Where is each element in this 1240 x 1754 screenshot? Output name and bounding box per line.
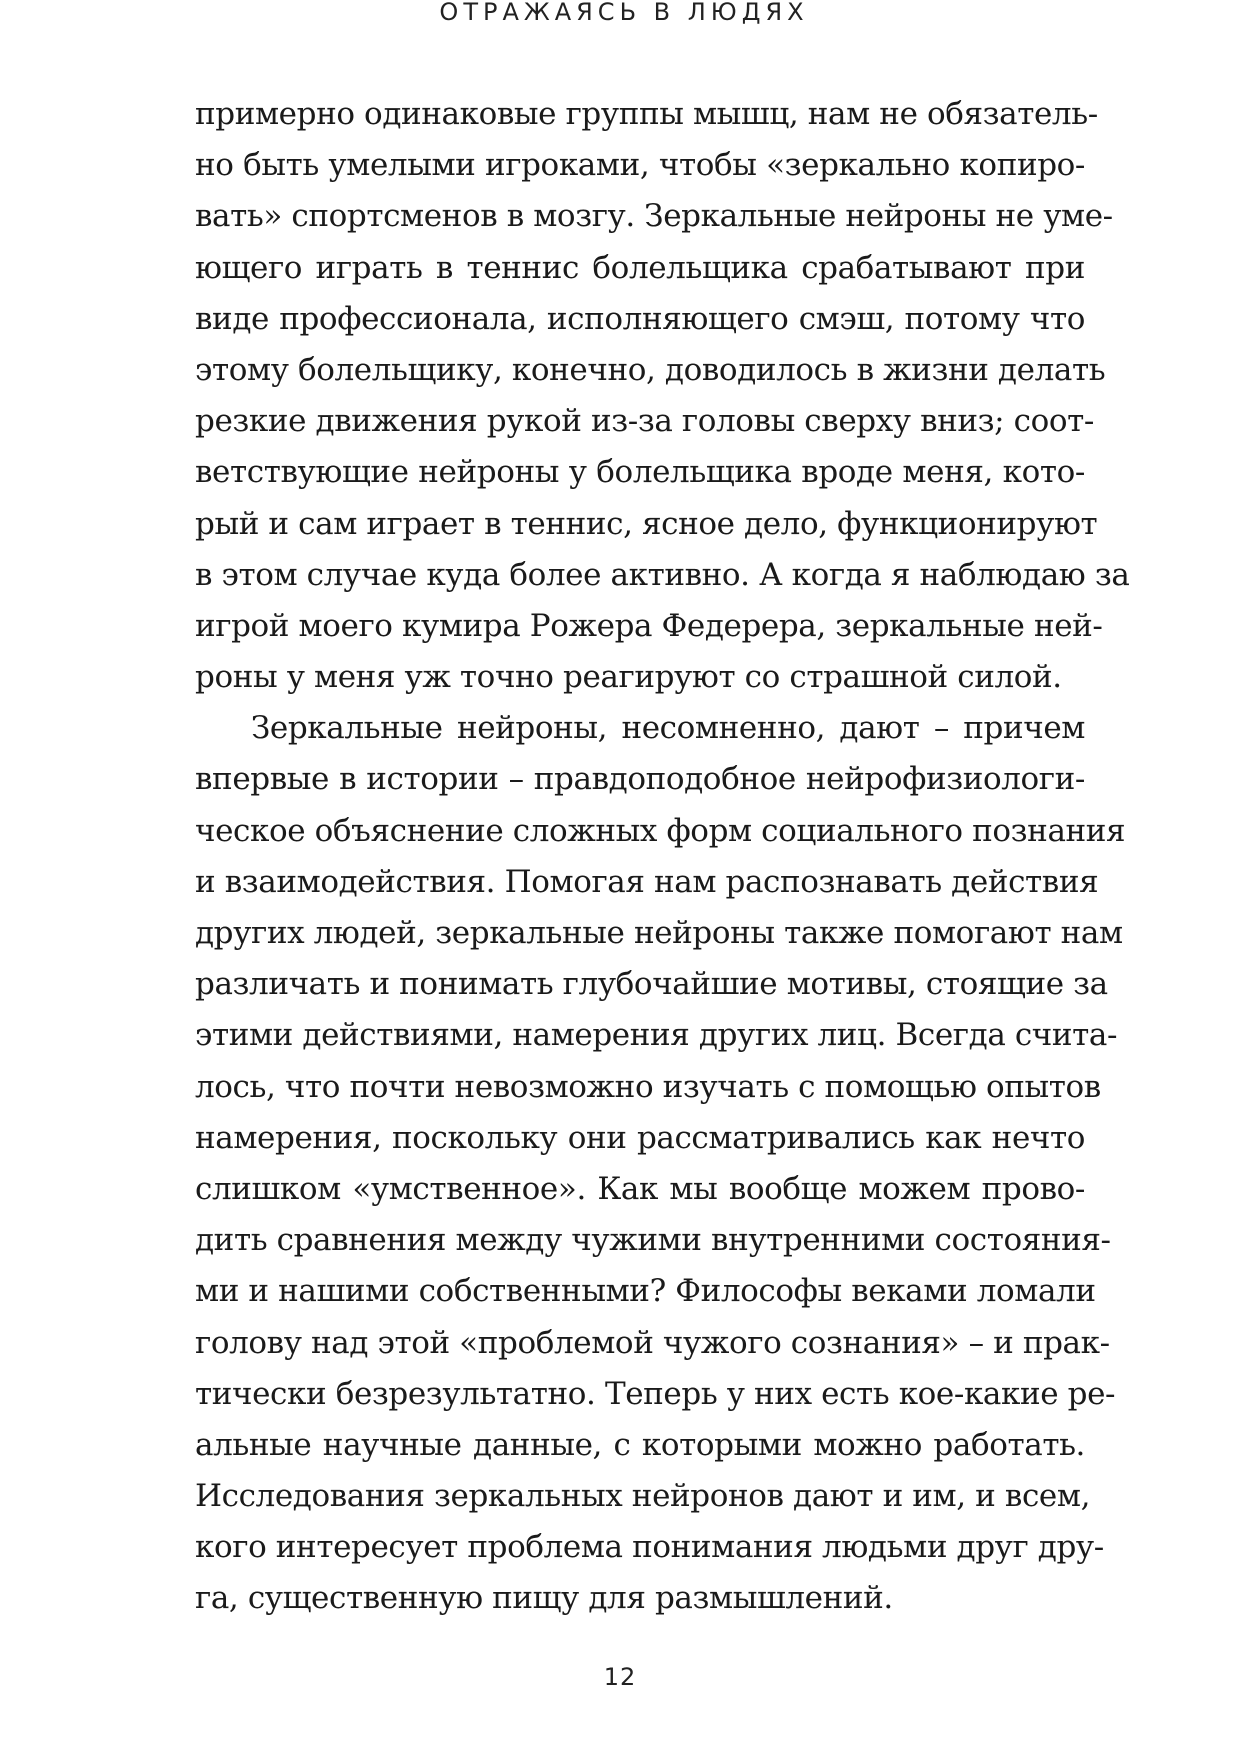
text-line: рый и сам играет в теннис, ясное дело, функционируют <box>195 505 1098 542</box>
running-head <box>0 0 1240 28</box>
text-line: альные научные данные, с которыми можно работать. <box>195 1426 1085 1463</box>
text-line: примерно одинаковые группы мышц, нам не обязатель- <box>195 96 1098 132</box>
paragraph-2 <box>195 703 1126 1624</box>
text-line: и взаимодействия. Помогая нам распознавать действия <box>195 863 1099 900</box>
text-line: но быть умелыми игроками, чтобы «зеркально копиро- <box>195 147 1085 184</box>
text-line: намерения, поскольку они рассматривались как нечто <box>195 1119 1085 1156</box>
text-line: Зеркальные нейроны, несомненно, дают – причем <box>251 710 1085 747</box>
text-line: голову над этой «проблемой чужого сознания» – и прак- <box>195 1324 1110 1361</box>
running-head-title: ОТРАЖАЯСЬ В ЛЮДЯХ <box>439 0 809 26</box>
text-line: слишком «умственное». Как мы вообще можем прово- <box>195 1170 1085 1207</box>
text-line: роны у меня уж точно реагируют со страшной силой. <box>195 659 1062 696</box>
text-line: га, существенную пищу для размышлений. <box>195 1580 893 1617</box>
text-line: резкие движения рукой из-за головы сверху вниз; соот- <box>195 403 1094 440</box>
text-line: ющего играть в теннис болельщика срабатывают при <box>195 249 1085 286</box>
text-line: кого интересует проблема понимания людьми друг дру- <box>195 1529 1104 1566</box>
text-line: виде профессионала, исполняющего смэш, потому что <box>195 300 1085 337</box>
text-line: различать и понимать глубочайшие мотивы, стоящие за <box>195 966 1108 1003</box>
text-line: ветствующие нейроны у болельщика вроде меня, кото- <box>195 454 1085 491</box>
text-line: тически безрезультатно. Теперь у них есть кое-какие ре- <box>195 1375 1116 1412</box>
text-line: ми и нашими собственными? Философы веками ломали <box>195 1273 1096 1310</box>
paragraph-1 <box>195 89 1130 703</box>
text-line: других людей, зеркальные нейроны также помогают нам <box>195 915 1123 951</box>
text-line: этому болельщику, конечно, доводилось в жизни делать <box>195 351 1106 388</box>
text-line: лось, что почти невозможно изучать с помощью опытов <box>195 1068 1101 1105</box>
text-line: игрой моего кумира Рожера Федерера, зеркальные ней- <box>195 607 1103 644</box>
text-line: в этом случае куда более активно. А когда я наблюдаю за <box>195 556 1130 593</box>
body-text <box>195 89 1130 1625</box>
text-line: этими действиями, намерения других лиц. Всегда счита- <box>195 1017 1118 1054</box>
text-line: ческое объяснение сложных форм социального познания <box>195 812 1126 849</box>
page-number: 12 <box>603 1663 637 1691</box>
text-line: впервые в истории – правдоподобное нейрофизиологи- <box>195 761 1085 798</box>
text-line: Исследования зеркальных нейронов дают и им, и всем, <box>195 1478 1091 1515</box>
text-line: дить сравнения между чужими внутренними состояния- <box>195 1222 1111 1259</box>
text-line: вать» спортсменов в мозгу. Зеркальные нейроны не уме- <box>195 198 1113 235</box>
